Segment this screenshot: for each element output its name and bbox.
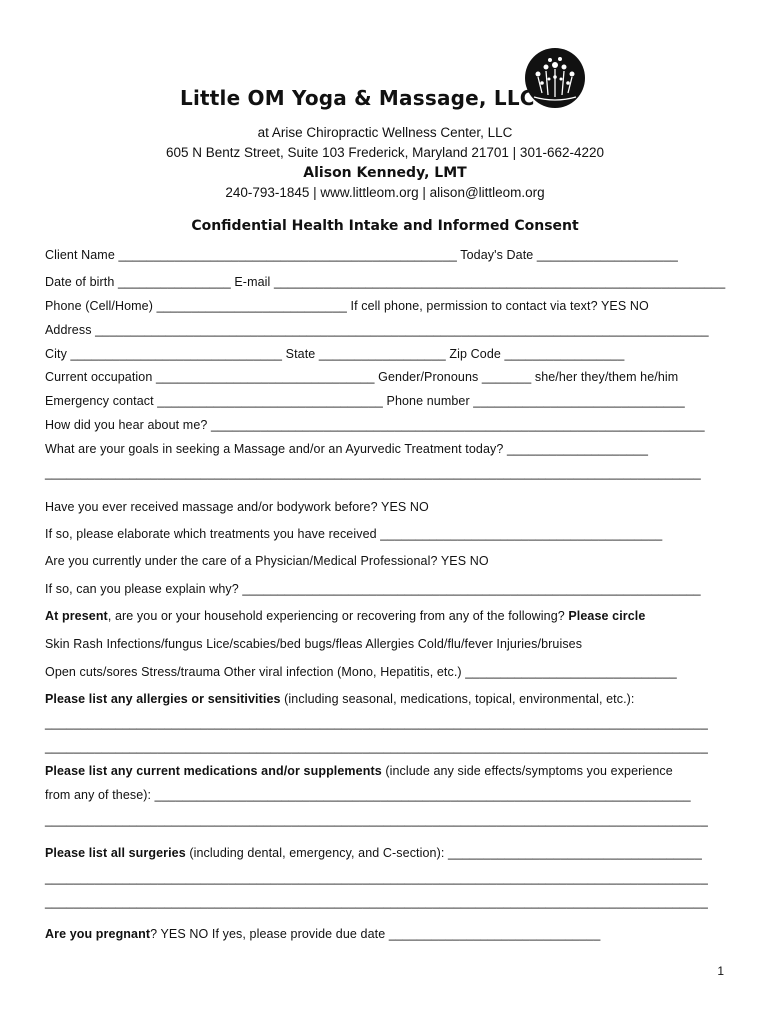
pregnant-label: Are you pregnant	[45, 927, 151, 941]
conditions-options-row-2[interactable]: Open cuts/sores Stress/trauma Other viral infection (Mono, Hepatitis, etc.) ______________________________	[45, 665, 677, 679]
medications-label: Please list any current medications and/or supplements	[45, 764, 382, 778]
physician-care-question[interactable]: Are you currently under the care of a Physician/Medical Professional? YES NO	[45, 554, 489, 568]
at-present-label: At present	[45, 609, 108, 623]
goals-continuation-line[interactable]: _____________________________________________________________________________________________	[45, 466, 701, 480]
practitioner-name: Alison Kennedy, LMT	[303, 165, 467, 181]
allergies-hint: (including seasonal, medications, topical, environmental, etc.):	[280, 692, 635, 706]
goals-field[interactable]: What are your goals in seeking a Massage and/or an Ayurvedic Treatment today? ____________________	[45, 442, 649, 456]
surgeries-field[interactable]: (including dental, emergency, and C-section): ____________________________________	[185, 846, 702, 860]
surgeries-line-1[interactable]: ______________________________________________________________________________________________	[45, 871, 708, 885]
address-line: 605 N Bentz Street, Suite 103 Frederick, Maryland 21701 | 301-662-4220	[165, 145, 605, 160]
allergies-label: Please list any allergies or sensitivities	[45, 692, 281, 706]
referral-field[interactable]: How did you hear about me? ______________________________________________________________________	[45, 418, 705, 432]
pregnancy-options[interactable]: ? YES NO If yes, please provide due date ______________________________	[150, 927, 601, 941]
pregnancy-question[interactable]	[45, 927, 600, 941]
business-name: Little OM Yoga & Massage, LLC	[180, 86, 535, 110]
surgeries-line-2[interactable]: ______________________________________________________________________________________________	[45, 895, 708, 909]
medications-line-2[interactable]: ______________________________________________________________________________________________	[45, 813, 708, 827]
conditions-options-row-1[interactable]: Skin Rash Infections/fungus Lice/scabies/bed bugs/fleas Allergies Cold/flu/fever Injuries/bruises	[45, 637, 583, 651]
medications-prompt	[45, 764, 673, 778]
allergies-line-2[interactable]: ______________________________________________________________________________________________	[45, 740, 708, 754]
address-field[interactable]: Address _______________________________________________________________________________________	[45, 323, 709, 337]
client-name-field[interactable]: Client Name ________________________________________________ Today's Date ____________________	[45, 248, 678, 262]
dob-email-field[interactable]: Date of birth ________________ E-mail ________________________________________________________________	[45, 275, 726, 289]
present-conditions-question	[45, 609, 645, 623]
prior-massage-question[interactable]: Have you ever received massage and/or bodywork before? YES NO	[45, 500, 429, 514]
physician-explain-field[interactable]: If so, can you please explain why? _________________________________________________________________	[45, 582, 701, 596]
prior-treatments-field[interactable]: If so, please elaborate which treatments you have received ________________________________________	[45, 527, 663, 541]
surgeries-prompt[interactable]	[45, 846, 702, 860]
emergency-contact-field[interactable]: Emergency contact ________________________________ Phone number ______________________________	[45, 394, 685, 408]
surgeries-label: Please list all surgeries	[45, 846, 186, 860]
location-line: at Arise Chiropractic Wellness Center, LLC	[257, 125, 513, 140]
city-state-zip-field[interactable]: City ______________________________ State __________________ Zip Code _________________	[45, 347, 625, 361]
allergies-prompt	[45, 692, 634, 706]
contact-line: 240-793-1845 | www.littleom.org | alison@littleom.org	[225, 185, 545, 200]
medications-hint: (include any side effects/symptoms you experience	[381, 764, 673, 778]
please-circle-label: Please circle	[568, 609, 646, 623]
phone-field[interactable]: Phone (Cell/Home) ___________________________ If cell phone, permission to contact via text? YES NO	[45, 299, 649, 313]
occupation-gender-field[interactable]: Current occupation _______________________________ Gender/Pronouns _______ she/her they/them he/him	[45, 370, 679, 384]
allergies-line-1[interactable]: ______________________________________________________________________________________________	[45, 716, 708, 730]
page-number: 1	[717, 964, 724, 978]
medications-line-1[interactable]: from any of these): ____________________________________________________________________________	[45, 788, 691, 802]
present-conditions-text: , are you or your household experiencing or recovering from any of the following?	[107, 609, 569, 623]
form-title: Confidential Health Intake and Informed Consent	[191, 218, 579, 234]
